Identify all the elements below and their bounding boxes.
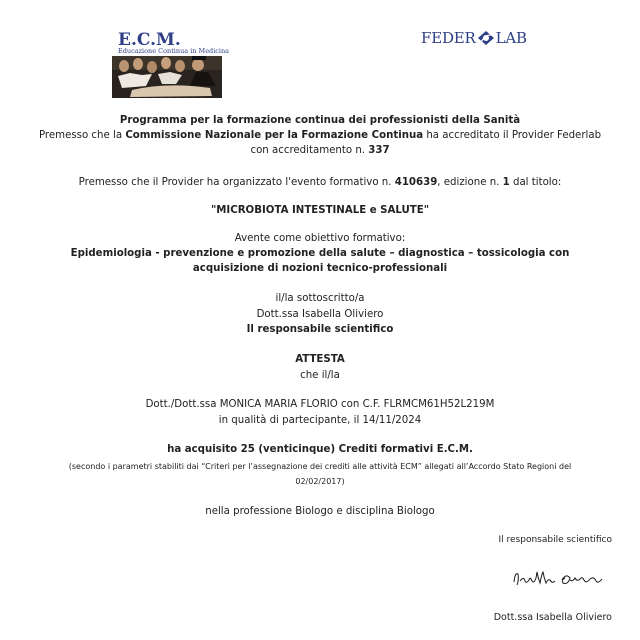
- criteria-line-1: (secondo i parametri stabiliti dai “Criteri per l’assegnazione dei crediti alle attività ECM” allegati all’Accordo Stato Regioni del: [68, 462, 572, 471]
- attestation-che: che il/la: [300, 370, 340, 381]
- handwritten-signature-image: [510, 568, 610, 590]
- program-title: Programma per la formazione continua dei professionisti della Sanità: [119, 115, 521, 126]
- participation-date-line: in qualità di partecipante, il 14/11/2024: [218, 415, 422, 426]
- federlab-logo: [421, 29, 527, 47]
- event-title: "MICROBIOTA INTESTINALE e SALUTE": [210, 205, 430, 216]
- signatory-role: Il responsabile scientifico: [246, 324, 394, 335]
- credits-line: ha acquisito 25 (venticinque) Crediti formativi E.C.M.: [167, 444, 473, 455]
- accreditation-number: 337: [368, 145, 390, 156]
- signatory-name: Dott.ssa Isabella Oliviero: [256, 309, 384, 320]
- federlab-mark-icon: [477, 30, 495, 46]
- objective-line-1: Epidemiologia - prevenzione e promozione della salute – diagnostica – tossicologia con: [70, 248, 570, 259]
- objective-label: Avente come obiettivo formativo:: [234, 233, 406, 244]
- federlab-logo-left: FEDER: [421, 29, 476, 47]
- accreditation-line: con accreditamento n. 337: [250, 145, 390, 156]
- footer-name: Dott.ssa Isabella Oliviero: [493, 612, 612, 623]
- federlab-logo-right: LAB: [495, 29, 527, 47]
- ecm-logo-title: E.C.M.: [118, 30, 181, 50]
- ecm-logo-subtitle: Educazione Continua in Medicina: [118, 47, 230, 55]
- commission-name: Commissione Nazionale per la Formazione Continua: [125, 130, 424, 141]
- event-number: 410639: [394, 177, 438, 188]
- objective-line-2: acquisizione di nozioni tecnico-professionali: [192, 263, 448, 274]
- event-premise: Premesso che il Provider ha organizzato l'evento formativo n. 410639, edizione n. 1 dal titolo:: [78, 177, 562, 188]
- edition-number: 1: [502, 177, 510, 188]
- profession-line: nella professione Biologo e disciplina Biologo: [205, 506, 435, 517]
- footer-role: Il responsabile scientifico: [498, 535, 612, 545]
- criteria-line-2: 02/02/2017): [295, 477, 345, 486]
- undersigned-label: il/la sottoscritto/a: [275, 293, 365, 304]
- attestation-heading: ATTESTA: [295, 354, 345, 365]
- premise-commission: Premesso che la Commissione Nazionale per la Formazione Continua ha accreditato il Provider Federlab: [38, 130, 602, 141]
- participant-line: Dott./Dott.ssa MONICA MARIA FLORIO con C.F. FLRMCM61H52L219M: [145, 399, 495, 410]
- anatomy-lesson-painting-image: [112, 56, 222, 98]
